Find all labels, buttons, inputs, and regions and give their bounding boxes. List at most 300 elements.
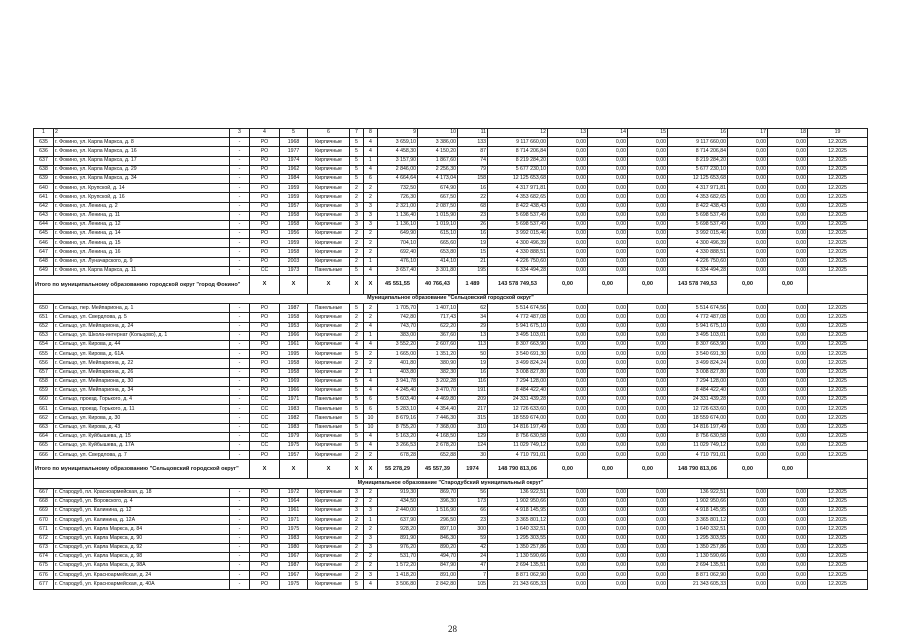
table-cell: Кирпичные bbox=[308, 442, 350, 451]
table-cell: 12 bbox=[488, 129, 548, 138]
total-cell bbox=[808, 276, 868, 295]
table-cell: 2 bbox=[350, 368, 364, 377]
table-cell: 0,00 bbox=[588, 211, 628, 220]
table-cell: РО bbox=[250, 331, 280, 340]
table-cell: 0,00 bbox=[728, 377, 768, 386]
section-title: Муниципальное образование "Сельцовский городской округ" bbox=[34, 295, 868, 304]
table-cell: - bbox=[230, 266, 250, 275]
table-cell: 5 bbox=[350, 386, 364, 395]
table-cell: 531,70 bbox=[378, 552, 418, 561]
table-cell: 2 bbox=[350, 571, 364, 580]
table-cell: 7 368,00 bbox=[418, 423, 458, 432]
total-cell: 0,00 bbox=[728, 276, 768, 295]
table-cell: 7 294 128,00 bbox=[488, 377, 548, 386]
table-cell: Кирпичные bbox=[308, 386, 350, 395]
table-cell: 4 bbox=[364, 386, 378, 395]
table-cell: 0,00 bbox=[728, 396, 768, 405]
table-cell: 13 bbox=[458, 331, 488, 340]
table-cell: 42 bbox=[458, 543, 488, 552]
table-cell: - bbox=[230, 220, 250, 229]
table-cell: Панельные bbox=[308, 396, 350, 405]
table-cell: 2 bbox=[364, 562, 378, 571]
table-cell: РО bbox=[250, 156, 280, 165]
table-cell: 2 bbox=[350, 322, 364, 331]
table-cell: 0,00 bbox=[628, 432, 668, 441]
table-cell: г. Сельцо, проезд. Горького, д. 4 bbox=[54, 396, 230, 405]
table-cell: г. Стародуб, ул. Калинина, д. 12 bbox=[54, 506, 230, 515]
total-row bbox=[34, 460, 868, 479]
table-cell: 0,00 bbox=[768, 304, 808, 313]
table-cell: - bbox=[230, 386, 250, 395]
table-cell: 1995 bbox=[280, 350, 308, 359]
table-cell: 56 bbox=[458, 488, 488, 497]
table-cell: 0,00 bbox=[628, 506, 668, 515]
table-cell: СС bbox=[250, 266, 280, 275]
table-row bbox=[34, 248, 868, 257]
table-cell: Кирпичные bbox=[308, 184, 350, 193]
table-cell: 4 469,80 bbox=[418, 396, 458, 405]
table-cell: 1958 bbox=[280, 368, 308, 377]
table-cell: 1964 bbox=[280, 497, 308, 506]
table-row bbox=[34, 322, 868, 331]
table-cell: 9 bbox=[378, 129, 418, 138]
table-cell: 4 330 888,51 bbox=[668, 248, 728, 257]
table-cell: 0,00 bbox=[628, 386, 668, 395]
table-cell: 0,00 bbox=[628, 220, 668, 229]
table-cell: 5 603,40 bbox=[378, 396, 418, 405]
table-cell: 635 bbox=[34, 138, 54, 147]
table-cell: 668 bbox=[34, 497, 54, 506]
table-cell: - bbox=[230, 377, 250, 386]
table-cell: 0,00 bbox=[728, 506, 768, 515]
table-cell: г. Сельцо, ул. Мейпариона, д. 26 bbox=[54, 368, 230, 377]
table-cell: 3 bbox=[350, 506, 364, 515]
table-cell: 0,00 bbox=[768, 580, 808, 589]
table-cell: Панельные bbox=[308, 423, 350, 432]
table-cell: 0,00 bbox=[628, 580, 668, 589]
table-cell: 667 bbox=[34, 488, 54, 497]
table-cell: СС bbox=[250, 432, 280, 441]
table-cell: 1971 bbox=[280, 396, 308, 405]
table-cell: - bbox=[230, 488, 250, 497]
table-cell: г. Сельцо, ул. Куйбышева, д. 17А bbox=[54, 442, 230, 451]
table-cell: 3 bbox=[364, 571, 378, 580]
table-cell: г. Фокино, ул. Ленина, д. 15 bbox=[54, 239, 230, 248]
table-row bbox=[34, 423, 868, 432]
table-cell: 647 bbox=[34, 248, 54, 257]
table-cell: РО bbox=[250, 138, 280, 147]
table-cell: 0,00 bbox=[628, 147, 668, 156]
table-cell: 0,00 bbox=[588, 525, 628, 534]
table-cell: Панельные bbox=[308, 266, 350, 275]
table-cell: РО bbox=[250, 174, 280, 183]
table-cell: 1979 bbox=[280, 432, 308, 441]
table-cell: 16 bbox=[458, 368, 488, 377]
table-cell: 2 bbox=[350, 313, 364, 322]
table-cell: 0,00 bbox=[588, 414, 628, 423]
table-cell: 12.2025 bbox=[808, 386, 868, 395]
table-cell: 3 bbox=[364, 202, 378, 211]
table-cell: - bbox=[230, 543, 250, 552]
table-cell: 2 bbox=[350, 516, 364, 525]
total-row bbox=[34, 276, 868, 295]
table-cell: - bbox=[230, 506, 250, 515]
table-cell: 1987 bbox=[280, 304, 308, 313]
table-cell: 8 484 422,40 bbox=[488, 386, 548, 395]
table-cell: 0,00 bbox=[768, 571, 808, 580]
table-cell: Кирпичные bbox=[308, 313, 350, 322]
table-cell: 4 bbox=[364, 432, 378, 441]
table-cell: 0,00 bbox=[628, 451, 668, 460]
table-cell: 1 572,20 bbox=[378, 562, 418, 571]
table-row bbox=[34, 488, 868, 497]
table-cell: 12.2025 bbox=[808, 239, 868, 248]
table-cell: 19 bbox=[458, 359, 488, 368]
table-cell: 673 bbox=[34, 543, 54, 552]
table-cell: 0,00 bbox=[548, 414, 588, 423]
table-cell: Кирпичные bbox=[308, 257, 350, 266]
table-cell: 1 350 257,86 bbox=[488, 543, 548, 552]
table-cell: РО bbox=[250, 230, 280, 239]
total-cell: 143 578 749,53 bbox=[668, 276, 728, 295]
table-cell: 3 bbox=[350, 220, 364, 229]
table-cell: 5 698 537,49 bbox=[488, 211, 548, 220]
table-cell: 0,00 bbox=[768, 322, 808, 331]
table-cell: СС bbox=[250, 414, 280, 423]
table-cell: 3 499 824,24 bbox=[488, 359, 548, 368]
table-row bbox=[34, 543, 868, 552]
table-cell: 2 bbox=[350, 543, 364, 552]
table-cell: 1 640 332,51 bbox=[488, 525, 548, 534]
table-cell: 0,00 bbox=[588, 506, 628, 515]
table-cell: 12.2025 bbox=[808, 147, 868, 156]
table-cell: 732,50 bbox=[378, 184, 418, 193]
table-cell: 0,00 bbox=[548, 580, 588, 589]
table-cell: 2 bbox=[364, 248, 378, 257]
table-cell: 21 343 605,33 bbox=[488, 580, 548, 589]
table-cell: 12.2025 bbox=[808, 552, 868, 561]
table-cell: 652 bbox=[34, 322, 54, 331]
table-cell: 2 bbox=[364, 239, 378, 248]
table-cell: 649 bbox=[34, 266, 54, 275]
table-cell: 0,00 bbox=[768, 156, 808, 165]
table-cell: СС bbox=[250, 423, 280, 432]
table-cell: 4 710 791,01 bbox=[488, 451, 548, 460]
table-cell: РО bbox=[250, 377, 280, 386]
table-cell: 0,00 bbox=[628, 331, 668, 340]
table-cell: 2 bbox=[364, 488, 378, 497]
section-header-row bbox=[34, 479, 868, 488]
table-cell: г. Фокино, ул. Карла Маркса, д. 8 bbox=[54, 138, 230, 147]
table-cell: 4 bbox=[364, 377, 378, 386]
table-cell: 29 bbox=[458, 322, 488, 331]
table-cell: 0,00 bbox=[728, 165, 768, 174]
table-cell: 0,00 bbox=[548, 266, 588, 275]
table-cell: 12.2025 bbox=[808, 266, 868, 275]
table-cell: 5 bbox=[350, 174, 364, 183]
table-cell: 0,00 bbox=[728, 248, 768, 257]
table-cell: 4 354,40 bbox=[418, 405, 458, 414]
total-cell: 0,00 bbox=[728, 460, 768, 479]
table-cell: 5 941 675,10 bbox=[668, 322, 728, 331]
table-cell: 0,00 bbox=[728, 432, 768, 441]
table-cell: г. Сельцо, ул. Кирова, д. 44 bbox=[54, 340, 230, 349]
table-cell: 12.2025 bbox=[808, 377, 868, 386]
table-cell: г. Фокино, ул. Крупской, д. 14 bbox=[54, 184, 230, 193]
table-cell: РО bbox=[250, 488, 280, 497]
table-row bbox=[34, 156, 868, 165]
table-cell: 0,00 bbox=[628, 165, 668, 174]
total-cell: X bbox=[364, 460, 378, 479]
table-cell: Кирпичные bbox=[308, 239, 350, 248]
table-cell: - bbox=[230, 340, 250, 349]
table-cell: СС bbox=[250, 405, 280, 414]
table-cell: 3 bbox=[350, 211, 364, 220]
table-cell: 0,00 bbox=[728, 202, 768, 211]
table-cell: 0,00 bbox=[588, 552, 628, 561]
table-cell: 8 422 438,43 bbox=[488, 202, 548, 211]
table-cell: 0,00 bbox=[588, 304, 628, 313]
table-cell: 0,00 bbox=[548, 322, 588, 331]
table-cell: 0,00 bbox=[628, 405, 668, 414]
table-cell: 414,10 bbox=[418, 257, 458, 266]
table-cell: 0,00 bbox=[588, 534, 628, 543]
table-cell: 0,00 bbox=[728, 230, 768, 239]
table-cell: 24 331 439,28 bbox=[488, 396, 548, 405]
table-cell: 2 bbox=[364, 451, 378, 460]
column-number-row bbox=[34, 129, 868, 138]
table-cell: Кирпичные bbox=[308, 432, 350, 441]
table-cell: г. Фокино, ул. Луначарского, д. 9 bbox=[54, 257, 230, 266]
table-cell: Кирпичные bbox=[308, 451, 350, 460]
section-header-row bbox=[34, 295, 868, 304]
table-cell: 1958 bbox=[280, 359, 308, 368]
total-cell: X bbox=[280, 460, 308, 479]
table-cell: СС bbox=[250, 442, 280, 451]
table-cell: 1972 bbox=[280, 488, 308, 497]
table-cell: РО bbox=[250, 257, 280, 266]
table-cell: 646 bbox=[34, 239, 54, 248]
table-cell: 0,00 bbox=[588, 340, 628, 349]
table-cell: Кирпичные bbox=[308, 497, 350, 506]
table-cell: Кирпичные bbox=[308, 165, 350, 174]
table-cell: 4 772 487,08 bbox=[488, 313, 548, 322]
table-cell: 869,70 bbox=[418, 488, 458, 497]
table-cell: Кирпичные bbox=[308, 350, 350, 359]
table-cell: г. Стародуб, ул. Карла Маркса, д. 98 bbox=[54, 552, 230, 561]
table-row bbox=[34, 266, 868, 275]
table-cell: - bbox=[230, 368, 250, 377]
table-cell: 7 bbox=[458, 571, 488, 580]
table-cell: 2 321,00 bbox=[378, 202, 418, 211]
table-row bbox=[34, 239, 868, 248]
table-cell: РО bbox=[250, 193, 280, 202]
table-cell: 0,00 bbox=[728, 184, 768, 193]
table-cell: 2 bbox=[364, 184, 378, 193]
table-cell: 14 816 197,49 bbox=[668, 423, 728, 432]
table-cell: Кирпичные bbox=[308, 340, 350, 349]
table-cell: 4 353 682,65 bbox=[668, 193, 728, 202]
table-cell: 0,00 bbox=[728, 313, 768, 322]
table-cell: 4 458,30 bbox=[378, 147, 418, 156]
table-cell: г. Стародуб, ул. Калинина, д. 12А bbox=[54, 516, 230, 525]
table-cell: 0,00 bbox=[728, 350, 768, 359]
table-cell: 3 157,90 bbox=[378, 156, 418, 165]
table-cell: 14 816 197,49 bbox=[488, 423, 548, 432]
table-cell: 0,00 bbox=[588, 442, 628, 451]
table-cell: 2 694 135,51 bbox=[668, 562, 728, 571]
table-cell: 660 bbox=[34, 396, 54, 405]
table-cell: 0,00 bbox=[588, 174, 628, 183]
table-cell: 30 bbox=[458, 451, 488, 460]
table-cell: 0,00 bbox=[768, 313, 808, 322]
table-cell: 0,00 bbox=[588, 359, 628, 368]
table-cell: 12.2025 bbox=[808, 322, 868, 331]
table-cell: 380,90 bbox=[418, 359, 458, 368]
table-cell: 0,00 bbox=[768, 340, 808, 349]
table-cell: 653 bbox=[34, 331, 54, 340]
table-cell: 0,00 bbox=[628, 322, 668, 331]
table-cell: Кирпичные bbox=[308, 322, 350, 331]
table-cell: 3 540 691,30 bbox=[668, 350, 728, 359]
table-cell: 0,00 bbox=[548, 147, 588, 156]
table-cell: 3 495 103,01 bbox=[488, 331, 548, 340]
table-cell: Кирпичные bbox=[308, 156, 350, 165]
total-cell: X bbox=[250, 460, 280, 479]
table-cell: 0,00 bbox=[548, 562, 588, 571]
total-cell: X bbox=[308, 460, 350, 479]
table-cell: 8 714 206,84 bbox=[488, 147, 548, 156]
table-cell: - bbox=[230, 211, 250, 220]
table-cell: 2 bbox=[350, 534, 364, 543]
table-cell: 0,00 bbox=[628, 193, 668, 202]
table-cell: 6 334 494,28 bbox=[668, 266, 728, 275]
table-cell: 4 226 750,60 bbox=[668, 257, 728, 266]
table-cell: 1 665,00 bbox=[378, 350, 418, 359]
table-cell: 0,00 bbox=[548, 442, 588, 451]
table-cell: 0,00 bbox=[548, 451, 588, 460]
table-cell: 4 150,20 bbox=[418, 147, 458, 156]
table-cell: 13 bbox=[548, 129, 588, 138]
table-cell: 5 bbox=[350, 350, 364, 359]
table-row bbox=[34, 516, 868, 525]
table-cell: РО bbox=[250, 322, 280, 331]
table-cell: 396,30 bbox=[418, 497, 458, 506]
table-cell: 1 295 303,55 bbox=[668, 534, 728, 543]
table-cell: 5 bbox=[280, 129, 308, 138]
table-cell: г. Фокино, ул. Ленина, д. 14 bbox=[54, 230, 230, 239]
table-cell: 5 941 675,10 bbox=[488, 322, 548, 331]
table-cell: 12.2025 bbox=[808, 230, 868, 239]
table-cell: РО bbox=[250, 220, 280, 229]
table-cell: 2 bbox=[350, 248, 364, 257]
table-cell: 1983 bbox=[280, 534, 308, 543]
table-cell: 653,80 bbox=[418, 248, 458, 257]
table-cell: 12.2025 bbox=[808, 396, 868, 405]
table-cell: 4 bbox=[364, 165, 378, 174]
table-cell: 12.2025 bbox=[808, 184, 868, 193]
table-cell: 2 846,00 bbox=[378, 165, 418, 174]
table-cell: 1 bbox=[364, 257, 378, 266]
table-cell: 0,00 bbox=[628, 184, 668, 193]
table-cell: - bbox=[230, 165, 250, 174]
table-cell: 4 317 971,81 bbox=[668, 184, 728, 193]
table-cell: г. Сельцо, ул. Мейпариона, д. 22 bbox=[54, 359, 230, 368]
table-cell: 0,00 bbox=[548, 405, 588, 414]
table-cell: 1977 bbox=[280, 147, 308, 156]
table-cell: 3 bbox=[364, 534, 378, 543]
table-cell: 622,20 bbox=[418, 322, 458, 331]
table-cell: 1958 bbox=[280, 211, 308, 220]
table-cell: 6 bbox=[364, 396, 378, 405]
total-cell: X bbox=[364, 276, 378, 295]
table-cell: г. Стародуб, ул. Красноармейская, д. 24 bbox=[54, 571, 230, 580]
table-cell: 5 bbox=[350, 377, 364, 386]
table-cell: 1 bbox=[364, 156, 378, 165]
table-cell: 1966 bbox=[280, 331, 308, 340]
table-cell: 1 136,10 bbox=[378, 220, 418, 229]
table-cell: 4 bbox=[350, 340, 364, 349]
table-cell: Кирпичные bbox=[308, 220, 350, 229]
table-cell: 1975 bbox=[280, 525, 308, 534]
table-cell: 2 bbox=[364, 313, 378, 322]
table-cell: 0,00 bbox=[548, 230, 588, 239]
table-row bbox=[34, 414, 868, 423]
table-cell: Кирпичные bbox=[308, 202, 350, 211]
table-cell: 191 bbox=[458, 386, 488, 395]
table-cell: 12.2025 bbox=[808, 220, 868, 229]
table-cell: Кирпичные bbox=[308, 211, 350, 220]
table-cell: 12.2025 bbox=[808, 211, 868, 220]
table-cell: 2 bbox=[364, 525, 378, 534]
total-cell: X bbox=[308, 276, 350, 295]
table-cell: 1 136,40 bbox=[378, 211, 418, 220]
table-cell: 0,00 bbox=[728, 543, 768, 552]
table-cell: РО bbox=[250, 534, 280, 543]
table-cell: 2 bbox=[364, 230, 378, 239]
table-cell: 0,00 bbox=[628, 423, 668, 432]
table-cell: 12.2025 bbox=[808, 359, 868, 368]
total-cell: 0,00 bbox=[548, 276, 588, 295]
table-cell: 0,00 bbox=[548, 497, 588, 506]
table-cell: Кирпичные bbox=[308, 580, 350, 589]
table-cell: 1956 bbox=[280, 230, 308, 239]
table-cell: 3 301,80 bbox=[418, 266, 458, 275]
table-cell: 663 bbox=[34, 423, 54, 432]
table-cell: 12.2025 bbox=[808, 562, 868, 571]
table-cell: 5 bbox=[350, 165, 364, 174]
table-cell: 659 bbox=[34, 386, 54, 395]
table-cell: 2 bbox=[350, 193, 364, 202]
table-cell: Кирпичные bbox=[308, 506, 350, 515]
table-row bbox=[34, 571, 868, 580]
table-cell: 4 664,64 bbox=[378, 174, 418, 183]
table-cell: г. Фокино, ул. Карла Маркса, д. 34 bbox=[54, 174, 230, 183]
table-cell: 296,50 bbox=[418, 516, 458, 525]
table-cell: 3 506,80 bbox=[378, 580, 418, 589]
table-cell: 0,00 bbox=[768, 405, 808, 414]
table-cell: 0,00 bbox=[628, 304, 668, 313]
table-cell: 2 678,20 bbox=[418, 442, 458, 451]
table-cell: СС bbox=[250, 396, 280, 405]
total-cell: 148 790 813,06 bbox=[488, 460, 548, 479]
table-cell: 1 418,20 bbox=[378, 571, 418, 580]
table-cell: 6 bbox=[364, 405, 378, 414]
table-cell: 4 bbox=[364, 442, 378, 451]
table-cell: 8 871 062,90 bbox=[488, 571, 548, 580]
table-cell: 217 bbox=[458, 405, 488, 414]
table-cell: 3 365 801,12 bbox=[488, 516, 548, 525]
